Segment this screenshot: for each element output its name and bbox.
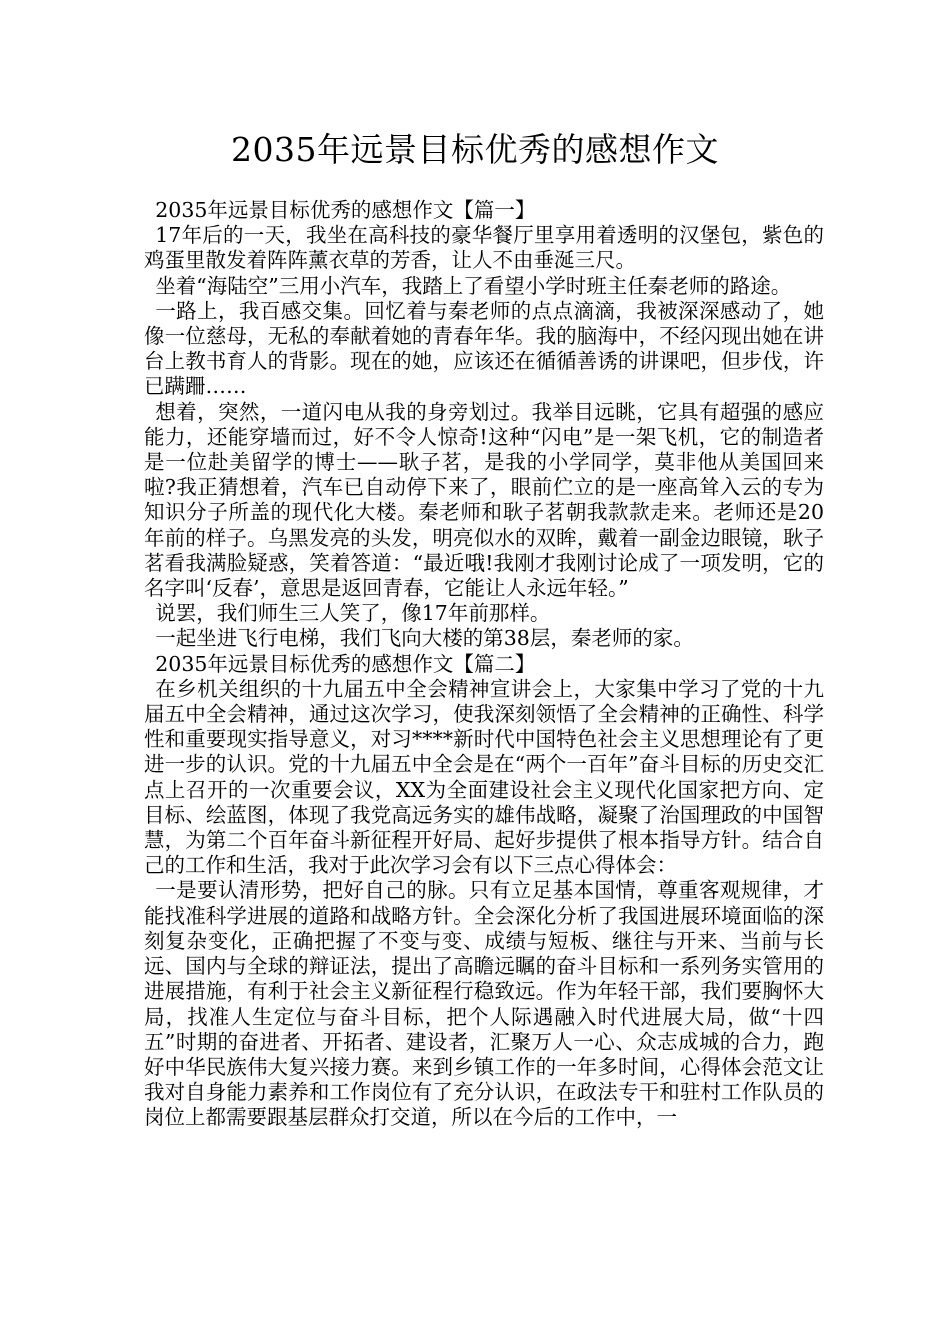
paragraph: 一是要认清形势，把好自己的脉。只有立足基本国情，尊重客观规律，才能找准科学进展的道路和战略方针。全会深化分析了我国进展环境面临的深刻复杂变化，正确把握了不变与变、成绩与短板、继往与开来、当前与长远、国内与全球的辩证法，提出了高瞻远瞩的奋斗目标和一系列务实管用的进展措施，有利于社会主义新征程行稳致远。作为年轻干部，我们要胸怀大局，找准人生定位与奋斗目标，把个人际遇融入时代进展大局，做“十四五”时期的奋进者、开拓者、建设者，汇聚万人一心、众志成城的合力，跑好中华民族伟大复兴接力赛。来到乡镇工作的一年多时间，心得体会范文让我对自身能力素养和工作岗位有了充分认识，在政法专干和驻村工作队员的岗位上都需要跟基层群众打交道，所以在今后的工作中，一: [144, 878, 824, 1130]
paragraph: 一起坐进飞行电梯，我们飞向大楼的第38层，秦老师的家。: [155, 626, 694, 651]
paragraph: 一路上，我百感交集。回忆着与秦老师的点点滴滴，我被深深感动了，她像一位慈母，无私的奉献着她的青春年华。我的脑海中，不经闪现出她在讲台上教书育人的背影。现在的她，应该还在循循善诱的讲课吧，但步伐，许已蹒跚……: [144, 298, 824, 399]
paragraph: 在乡机关组织的十九届五中全会精神宣讲会上，大家集中学习了党的十九届五中全会精神，通过这次学习，使我深刻领悟了全会精神的正确性、科学性和重要现实指导意义，对习****新时代中国特色社会主义思想理论有了更进一步的认识。党的十九届五中全会是在“两个一百年”奋斗目标的历史交汇点上召开的一次重要会议，XX为全面建设社会主义现代化国家把方向、定目标、绘蓝图，体现了我党高远务实的雄伟战略，凝聚了治国理政的中国智慧，为第二个百年奋斗新征程开好局、起好步提供了根本指导方针。结合自己的工作和生活，我对于此次学习会有以下三点心得体会：: [144, 676, 824, 878]
paragraph: 说罢，我们师生三人笑了，像17年前那样。: [155, 601, 551, 626]
section-heading-1: 2035年远景目标优秀的感想作文【篇一】: [155, 198, 536, 222]
document-body: [144, 198, 824, 1131]
section-heading-2: 2035年远景目标优秀的感想作文【篇二】: [155, 651, 536, 676]
document-title: 2035年远景目标优秀的感想作文: [231, 130, 719, 169]
paragraph: 坐着“海陆空”三用小汽车，我踏上了看望小学时班主任秦老师的路途。: [155, 273, 792, 298]
paragraph: 17年后的一天，我坐在高科技的豪华餐厅里享用着透明的汉堡包，紫色的鸡蛋里散发着阵阵薰衣草的芳香，让人不由垂涎三尺。: [144, 223, 824, 273]
paragraph: 想着，突然，一道闪电从我的身旁划过。我举目远眺，它具有超强的感应能力，还能穿墙而过，好不令人惊奇!这种“闪电”是一架飞机，它的制造者是一位赴美留学的博士——耿子茗，是我的小学同学，莫非他从美国回来啦?我正猜想着，汽车已自动停下来了，眼前伫立的是一座高耸入云的专为知识分子所盖的现代化大楼。秦老师和耿子茗朝我款款走来。老师还是20年前的样子。乌黑发亮的头发，明亮似水的双眸，戴着一副金边眼镜，耿子茗看我满脸疑惑，笑着答道：“最近哦!我刚才我刚讨论成了一项发明，它的名字叫‘反春’，意思是返回青春，它能让人永远年轻。”: [144, 399, 824, 601]
